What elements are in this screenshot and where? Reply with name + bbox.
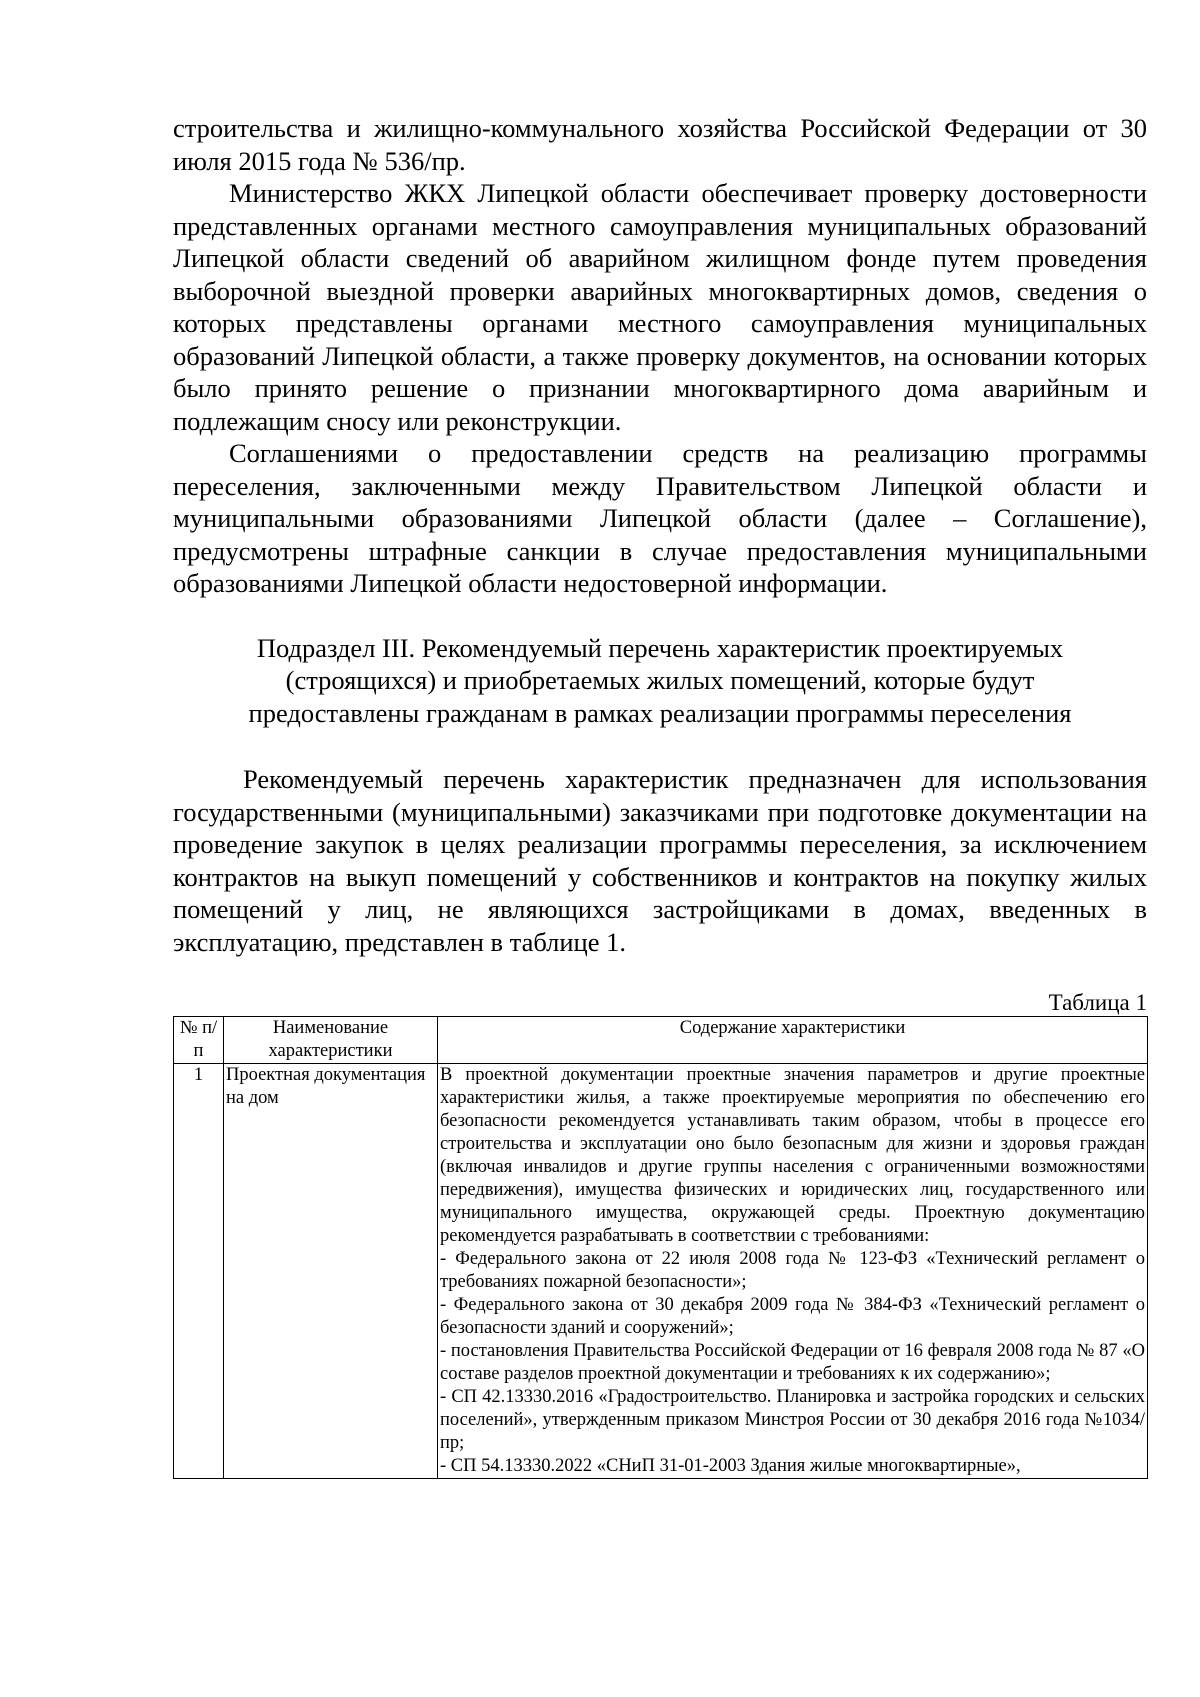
characteristics-table (173, 1016, 1148, 1479)
paragraph-3: Соглашениями о предоставлении средств на реализацию программы переселения, заключенными между Правительством Липецкой области и муниципальными образованиями Липецкой области (далее – Соглашение), предусмотрены штрафные санкции в случае предоставления муниципальными образованиями Липецкой области недостоверной информации. (173, 438, 1147, 598)
table-row (174, 1064, 1148, 1479)
row-num: 1 (174, 1064, 224, 1479)
paragraph-1: строительства и жилищно-коммунального хозяйства Российской Федерации от 30 июля 2015 года № 536/пр. (173, 113, 1147, 176)
row-content (438, 1064, 1148, 1479)
row-name: Проектная документация на дом (224, 1064, 438, 1479)
content-line: - Федерального закона от 22 июля 2008 года № 123-ФЗ «Технический регламент о требованиях пожарной безопасности»; (440, 1249, 1145, 1292)
paragraph-4: Рекомендуемый перечень характеристик предназначен для использования государственными (муниципальными) заказчиками при подготовке документации на проведение закупок в целях реализации программы переселения, за исключением контрактов на выкуп помещений у собственников и контрактов на покупку жилых помещений у лиц, не являющихся застройщиками в домах, введенных в эксплуатацию, представлен в таблице 1. (173, 764, 1147, 957)
content-line: - СП 42.13330.2016 «Градостроительство. Планировка и застройка городских и сельских поселений», утвержденным приказом Минстроя России от 30 декабря 2016 года №1034/пр; (440, 1387, 1145, 1453)
content-line: В проектной документации проектные значения параметров и другие проектные характеристики жилья, а также проектируемые мероприятия по обеспечению его безопасности рекомендуется устанавливать таким образом, чтобы в процессе его строительства и эксплуатации оно было безопасным для жизни и здоровья граждан (включая инвалидов и другие группы населения с ограниченными возможностями передвижения), имущества физических и юридических лиц, государственного или муниципального имущества, окружающей среды. Проектную документацию рекомендуется разрабатывать в соответствии с требованиями: (440, 1065, 1145, 1246)
header-num: № п/п (174, 1017, 224, 1064)
section-heading: Подраздел III. Рекомендуемый перечень характеристик проектируемых (строящихся) и приобретаемых жилых помещений, которые будут предоставлены гражданам в рамках реализации программы переселения (248, 632, 1072, 728)
content-line: - СП 54.13330.2022 «СНиП 31-01-2003 Здания жилые многоквартирные», (440, 1456, 1021, 1476)
document-page (173, 112, 1147, 1479)
table-caption: Таблица 1 (1048, 990, 1147, 1015)
table-header-row (174, 1017, 1148, 1064)
header-content: Содержание характеристики (438, 1017, 1148, 1064)
header-name: Наименование характеристики (224, 1017, 438, 1064)
content-line: - Федерального закона от 30 декабря 2009 года № 384-ФЗ «Технический регламент о безопасности зданий и сооружений»; (440, 1295, 1145, 1338)
paragraph-2: Министерство ЖКХ Липецкой области обеспечивает проверку достоверности представленных органами местного самоуправления муниципальных образований Липецкой области сведений об аварийном жилищном фонде путем проведения выборочной выездной проверки аварийных многоквартирных домов, сведения о которых представлены органами местного самоуправления муниципальных образований Липецкой области, а также проверку документов, на основании которых было принято решение о признании многоквартирного дома аварийным и подлежащим сносу или реконструкции. (173, 178, 1147, 436)
content-line: - постановления Правительства Российской Федерации от 16 февраля 2008 года № 87 «О составе разделов проектной документации и требованиях к их содержанию»; (440, 1341, 1145, 1384)
